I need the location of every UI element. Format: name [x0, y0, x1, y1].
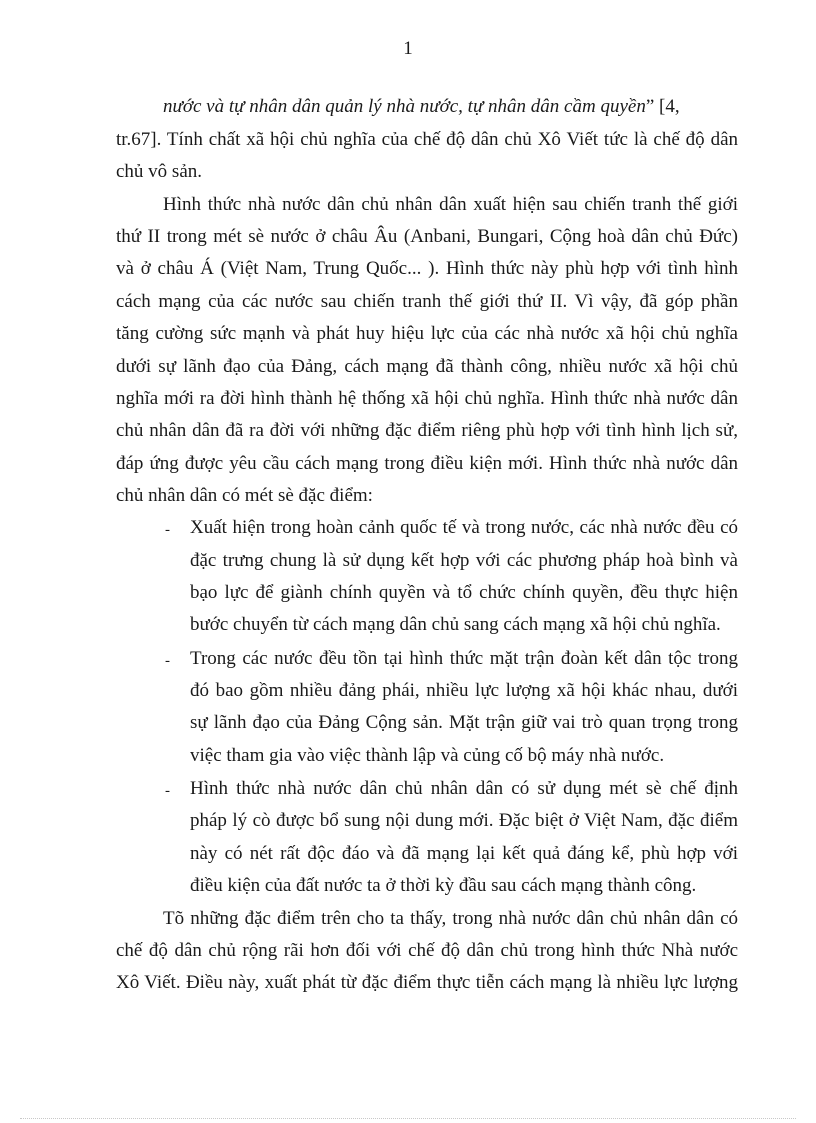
para1-line-3: chủ vô sản. — [116, 161, 203, 182]
bullet-3-line: này có nét rất độc đáo và đã mạng lại kết quả đáng kể, phù hợp với — [190, 843, 738, 864]
bullet-1-line: Xuất hiện trong hoàn cảnh quốc tế và trong nước, các nhà nước đều có — [190, 517, 738, 538]
para2-line: cách mạng của các nước sau chiến tranh thế giới thứ II. Vì vậy, đã góp phần — [116, 291, 738, 312]
bullet-marker: - — [165, 522, 170, 538]
bullet-1-line: đặc trưng chung là sử dụng kết hợp với các phương pháp hoà bình và — [190, 550, 738, 571]
para1-line-2: tr.67]. Tính chất xã hội chủ nghĩa của chế độ dân chủ Xô Viết tức là chế độ dân — [116, 129, 738, 150]
bullet-2-line: sự lãnh đạo của Đảng Cộng sản. Mặt trận giữ vai trò quan trọng trong — [190, 712, 738, 733]
bullet-2-line: Trong các nước đều tồn tại hình thức mặt trận đoàn kết dân tộc trong — [190, 648, 738, 669]
bullet-marker: - — [165, 783, 170, 799]
page-number: 1 — [403, 38, 413, 59]
bullet-2-line: việc tham gia vào việc thành lập và củng cố bộ máy nhà nước. — [190, 745, 665, 766]
para2-line: và ở châu Á (Việt Nam, Trung Quốc... ). Hình thức này phù hợp với tình hình — [116, 258, 738, 279]
footer-divider — [20, 1118, 796, 1119]
bullet-3-line: Hình thức nhà nước dân chủ nhân dân có sử dụng mét sè chế định — [190, 778, 738, 799]
para1-line-1 — [163, 96, 680, 118]
para2-line: chủ nhân dân đã ra đời với những đặc điểm riêng phù hợp với tình hình lịch sử, — [116, 420, 738, 441]
para1-quote: nước và tự nhân dân quản lý nhà nước, tự nhân dân cầm quyền — [163, 96, 646, 117]
bullet-1-line: bước chuyển từ cách mạng dân chủ sang cách mạng xã hội chủ nghĩa. — [190, 614, 721, 635]
para2-line: dưới sự lãnh đạo của Đảng, cách mạng đã thành công, nhiều nước xã hội chủ — [116, 356, 738, 377]
para3-line: chế độ dân chủ rộng rãi hơn đối với chế độ dân chủ trong hình thức Nhà nước — [116, 940, 738, 961]
para2-line: Hình thức nhà nước dân chủ nhân dân xuất hiện sau chiến tranh thế giới — [163, 194, 738, 215]
para3-line: Tõ những đặc điểm trên cho ta thấy, trong nhà nước dân chủ nhân dân có — [163, 908, 738, 929]
bullet-2-line: đó bao gồm nhiều đảng phái, nhiều lực lượng xã hội khác nhau, dưới — [190, 680, 738, 701]
bullet-marker: - — [165, 653, 170, 669]
para2-line: nghĩa mới ra đời hình thành hệ thống xã hội chủ nghĩa. Hình thức nhà nước dân — [116, 388, 738, 409]
para3-line: Xô Viết. Điều này, xuất phát từ đặc điểm thực tiễn cách mạng là nhiều lực lượng — [116, 972, 738, 993]
para2-line: đáp ứng được yêu cầu cách mạng trong điều kiện mới. Hình thức nhà nước dân — [116, 453, 738, 474]
para1-citation: ” [4, — [645, 96, 680, 117]
para2-line: chủ nhân dân có mét sè đặc điểm: — [116, 485, 373, 506]
bullet-1-line: bạo lực để giành chính quyền và tổ chức chính quyền, đều thực hiện — [190, 582, 738, 603]
bullet-3-line: điều kiện của đất nước ta ở thời kỳ đầu sau cách mạng thành công. — [190, 875, 697, 896]
para2-line: tăng cường sức mạnh và phát huy hiệu lực của các nhà nước xã hội chủ nghĩa — [116, 323, 738, 344]
bullet-3-line: pháp lý cò được bổ sung nội dung mới. Đặc biệt ở Việt Nam, đặc điểm — [190, 810, 738, 831]
para2-line: thứ II trong mét sè nước ở châu Âu (Anbani, Bungari, Cộng hoà dân chủ Đức) — [116, 226, 738, 247]
